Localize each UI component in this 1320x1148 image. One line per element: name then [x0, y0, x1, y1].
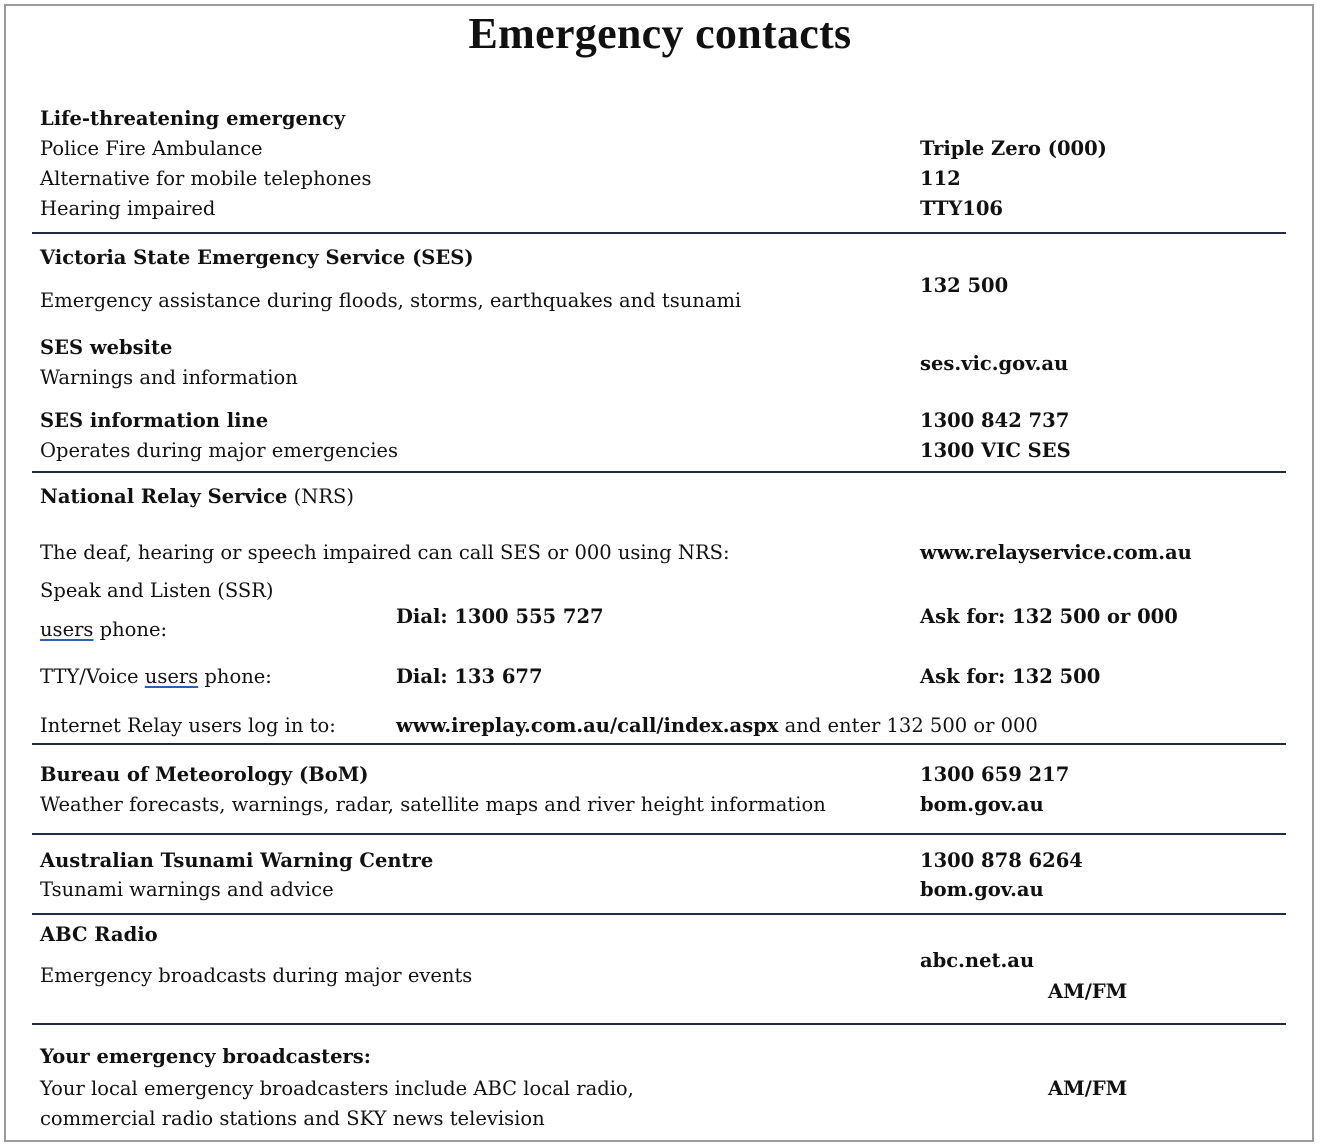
nrs-website-link[interactable]: www.relayservice.com.au [920, 541, 1192, 564]
tsunami-website-link[interactable]: bom.gov.au [920, 878, 1044, 901]
nrs-ir-line [396, 714, 1038, 738]
section-divider [32, 743, 1286, 745]
life-row-value: TTY106 [920, 197, 1003, 220]
ses-website-heading: SES website [40, 336, 173, 359]
bom-website-link[interactable]: bom.gov.au [920, 793, 1044, 816]
section-divider [32, 913, 1286, 915]
nrs-ssr-label: Speak and Listen (SSR) [40, 579, 274, 602]
nrs-tty-phone: phone: [204, 665, 272, 688]
nrs-tty-ask: Ask for: 132 500 [920, 665, 1101, 688]
ses-website-desc: Warnings and information [40, 366, 298, 389]
abc-band: AM/FM [1048, 980, 1128, 1003]
abc-website-link[interactable]: abc.net.au [920, 949, 1035, 972]
tsunami-heading: Australian Tsunami Warning Centre [40, 849, 434, 872]
nrs-ir-suffix: and enter 132 500 or 000 [784, 714, 1038, 737]
nrs-tty-dial: Dial: 133 677 [396, 665, 543, 688]
life-row-value: 112 [920, 167, 961, 190]
nrs-tty-prefix: TTY/Voice [40, 665, 139, 688]
abc-heading: ABC Radio [40, 923, 158, 946]
life-row-label: Alternative for mobile telephones [40, 167, 372, 190]
section-divider [32, 833, 1286, 835]
nrs-ssr-ask: Ask for: 132 500 or 000 [920, 605, 1178, 628]
life-heading: Life-threatening emergency [40, 107, 346, 130]
nrs-heading: National Relay Service [40, 485, 288, 508]
life-row-label: Police Fire Ambulance [40, 137, 263, 160]
section-divider [32, 232, 1286, 234]
nrs-ssr-users: users [40, 618, 94, 641]
bom-desc: Weather forecasts, warnings, radar, satellite maps and river height information [40, 793, 826, 816]
nrs-ir-link[interactable]: www.ireplay.com.au/call/index.aspx [396, 714, 779, 737]
ses-phone: 132 500 [920, 274, 1009, 297]
nrs-ssr-phone: phone: [99, 618, 168, 641]
bom-heading: Bureau of Meteorology (BoM) [40, 763, 369, 786]
nrs-ir-label: Internet Relay users log in to: [40, 714, 336, 737]
nrs-ssr-dial: Dial: 1300 555 727 [396, 605, 604, 628]
nrs-ssr-label-line2 [40, 618, 167, 642]
nrs-heading-line [40, 485, 354, 509]
tsunami-desc: Tsunami warnings and advice [40, 878, 334, 901]
broadcasters-band: AM/FM [1048, 1077, 1128, 1100]
ses-heading: Victoria State Emergency Service (SES) [40, 246, 474, 269]
bom-phone: 1300 659 217 [920, 763, 1070, 786]
ses-infoline-alt: 1300 VIC SES [920, 439, 1071, 462]
broadcasters-heading: Your emergency broadcasters: [40, 1045, 371, 1068]
tsunami-phone: 1300 878 6264 [920, 849, 1083, 872]
ses-infoline-phone: 1300 842 737 [920, 409, 1070, 432]
nrs-tty-label [40, 665, 272, 689]
nrs-desc: The deaf, hearing or speech impaired can call SES or 000 using NRS: [40, 541, 730, 564]
life-row-value: Triple Zero (000) [920, 137, 1107, 160]
nrs-tty-users: users [144, 665, 199, 688]
ses-infoline-desc: Operates during major emergencies [40, 439, 398, 462]
abc-desc: Emergency broadcasts during major events [40, 964, 473, 987]
broadcasters-line: commercial radio stations and SKY news television [40, 1107, 545, 1130]
section-divider [32, 1023, 1286, 1025]
ses-desc: Emergency assistance during floods, storms, earthquakes and tsunami [40, 289, 742, 312]
ses-infoline-heading: SES information line [40, 409, 269, 432]
life-row-label: Hearing impaired [40, 197, 216, 220]
broadcasters-line: Your local emergency broadcasters include ABC local radio, [40, 1077, 634, 1100]
ses-website-link[interactable]: ses.vic.gov.au [920, 352, 1069, 375]
page-title: Emergency contacts [468, 9, 852, 58]
nrs-heading-suffix: (NRS) [293, 485, 354, 508]
section-divider [32, 471, 1286, 473]
